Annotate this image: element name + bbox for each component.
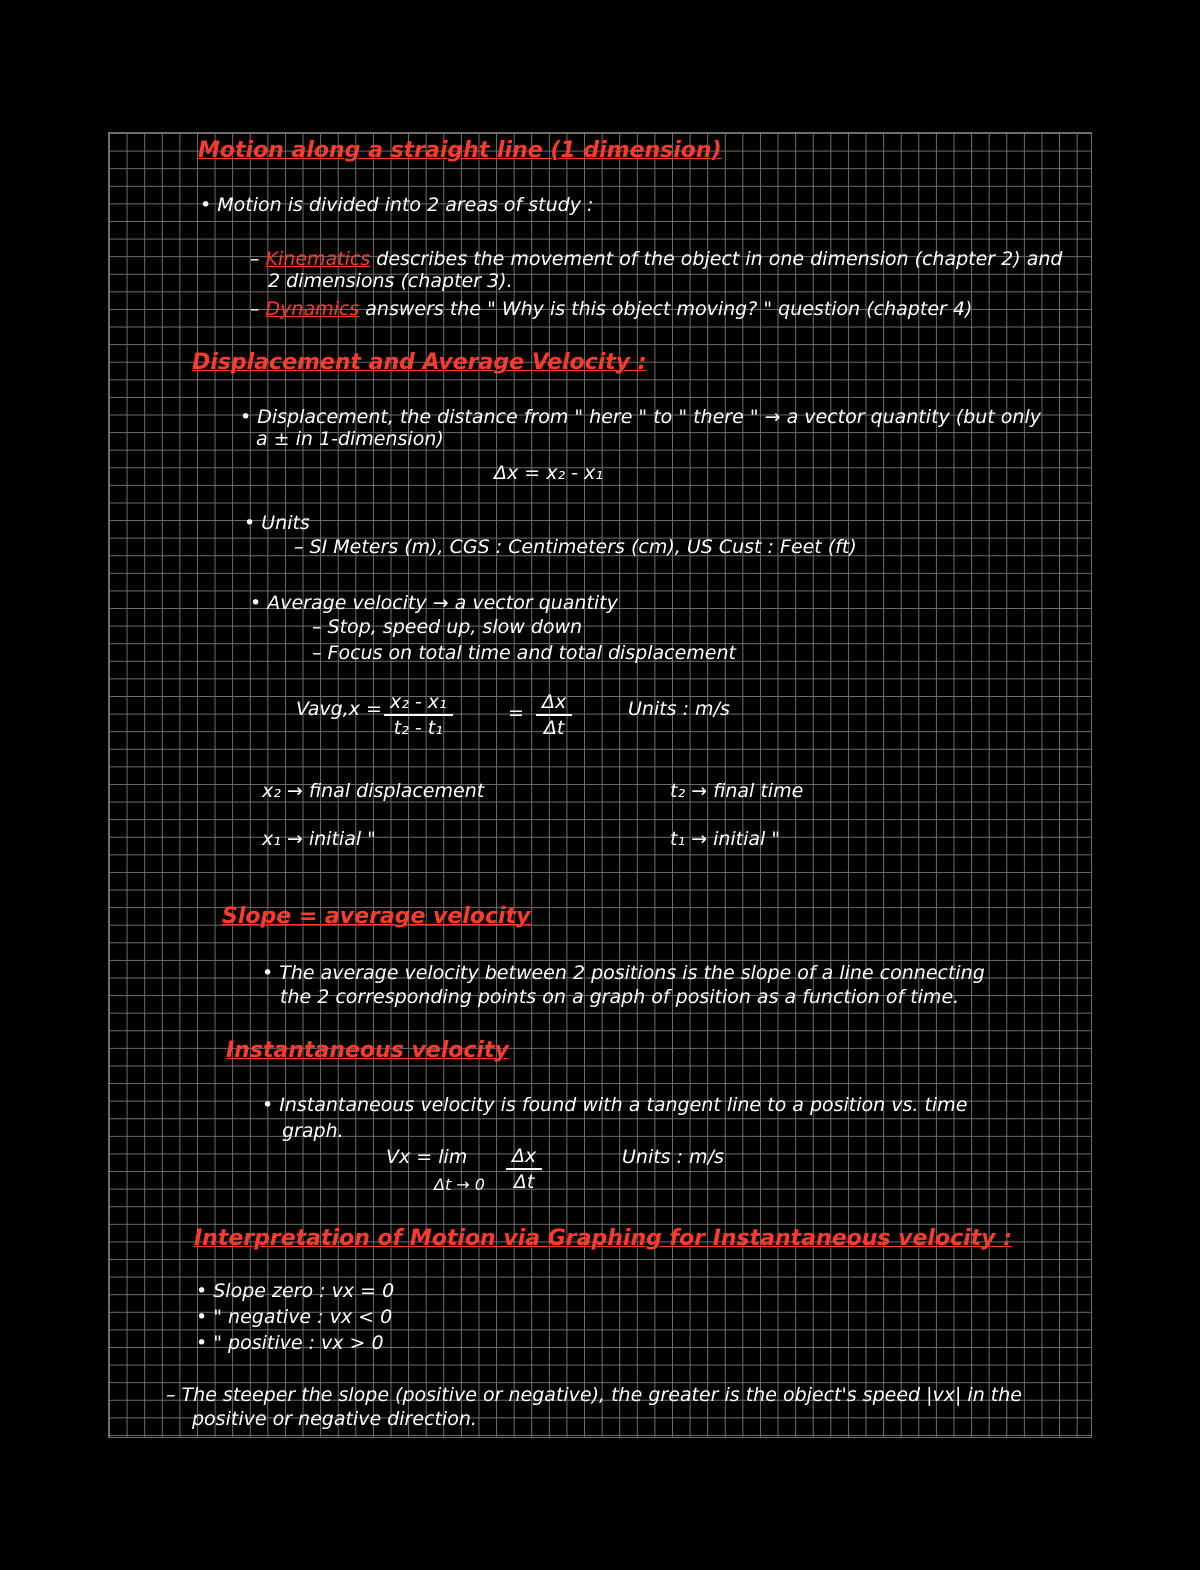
heading-slope-average-velocity: Slope = average velocity	[222, 904, 531, 929]
slope-negative-line: • " negative : vx < 0	[196, 1306, 393, 1328]
vavg-denominator-1: t₂ - t₁	[393, 717, 443, 739]
vavg-lhs: Vavg,x =	[296, 698, 382, 720]
heading-instantaneous-velocity: Instantaneous velocity	[226, 1038, 509, 1063]
instantaneous-numerator: Δx	[506, 1144, 542, 1170]
vavg-numerator-1: x₂ - x₁	[384, 690, 453, 716]
instantaneous-line-2: graph.	[282, 1120, 344, 1142]
t1-definition: t₁ → initial "	[670, 828, 781, 850]
slope-zero-line: • Slope zero : vx = 0	[196, 1280, 395, 1302]
slope-line-2: the 2 corresponding points on a graph of position as a function of time.	[280, 986, 960, 1008]
kinematics-line-2: 2 dimensions (chapter 3).	[268, 270, 513, 292]
dash: –	[250, 298, 266, 320]
intro-line: • Motion is divided into 2 areas of study :	[200, 194, 594, 216]
displacement-line-2: a ± in 1-dimension)	[256, 428, 444, 450]
heading-displacement-average-velocity: Displacement and Average Velocity :	[192, 350, 647, 375]
instantaneous-lhs: Vx = lim	[386, 1146, 468, 1168]
vavg-denominator-2: Δt	[543, 717, 565, 739]
instantaneous-denominator: Δt	[513, 1171, 535, 1193]
instantaneous-limit: Δt → 0	[434, 1175, 485, 1194]
displacement-line-1: • Displacement, the distance from " here " to " there " → a vector quantity (but only	[240, 406, 1041, 428]
heading-motion-straight-line: Motion along a straight line (1 dimension)	[198, 138, 722, 163]
instantaneous-units: Units : m/s	[622, 1146, 724, 1168]
average-velocity-line: • Average velocity → a vector quantity	[250, 592, 618, 614]
dash: –	[250, 248, 266, 270]
dynamics-text: answers the " Why is this object moving? " question (chapter 4)	[359, 298, 973, 320]
vavg-fraction-1	[384, 690, 453, 740]
vavg-equals: =	[508, 702, 524, 724]
average-velocity-sub-2: – Focus on total time and total displacement	[312, 642, 736, 664]
instantaneous-line-1: • Instantaneous velocity is found with a tangent line to a position vs. time	[262, 1094, 968, 1116]
steeper-slope-line-2: positive or negative direction.	[192, 1408, 477, 1430]
slope-positive-line: • " positive : vx > 0	[196, 1332, 384, 1354]
units-label: • Units	[244, 512, 310, 534]
slope-line-1: • The average velocity between 2 positions is the slope of a line connecting	[262, 962, 985, 984]
heading-interpretation-graphing: Interpretation of Motion via Graphing for Instantaneous velocity :	[194, 1226, 1012, 1251]
x1-definition: x₁ → initial "	[262, 828, 376, 850]
x2-definition: x₂ → final displacement	[262, 780, 485, 802]
kinematics-line	[250, 248, 1062, 270]
vavg-fraction-2	[536, 690, 572, 740]
vavg-units: Units : m/s	[628, 698, 730, 720]
instantaneous-fraction	[506, 1144, 542, 1194]
dynamics-line	[250, 298, 972, 320]
kinematics-text: describes the movement of the object in one dimension (chapter 2) and	[370, 248, 1063, 270]
displacement-formula: Δx = x₂ - x₁	[494, 462, 603, 484]
average-velocity-sub-1: – Stop, speed up, slow down	[312, 616, 583, 638]
kinematics-term: Kinematics	[265, 248, 371, 270]
units-line: – SI Meters (m), CGS : Centimeters (cm), US Cust : Feet (ft)	[294, 536, 857, 558]
steeper-slope-line-1: – The steeper the slope (positive or negative), the greater is the object's speed |vx| in the	[166, 1384, 1022, 1406]
vavg-numerator-2: Δx	[536, 690, 572, 716]
t2-definition: t₂ → final time	[670, 780, 804, 802]
dynamics-term: Dynamics	[265, 298, 360, 320]
